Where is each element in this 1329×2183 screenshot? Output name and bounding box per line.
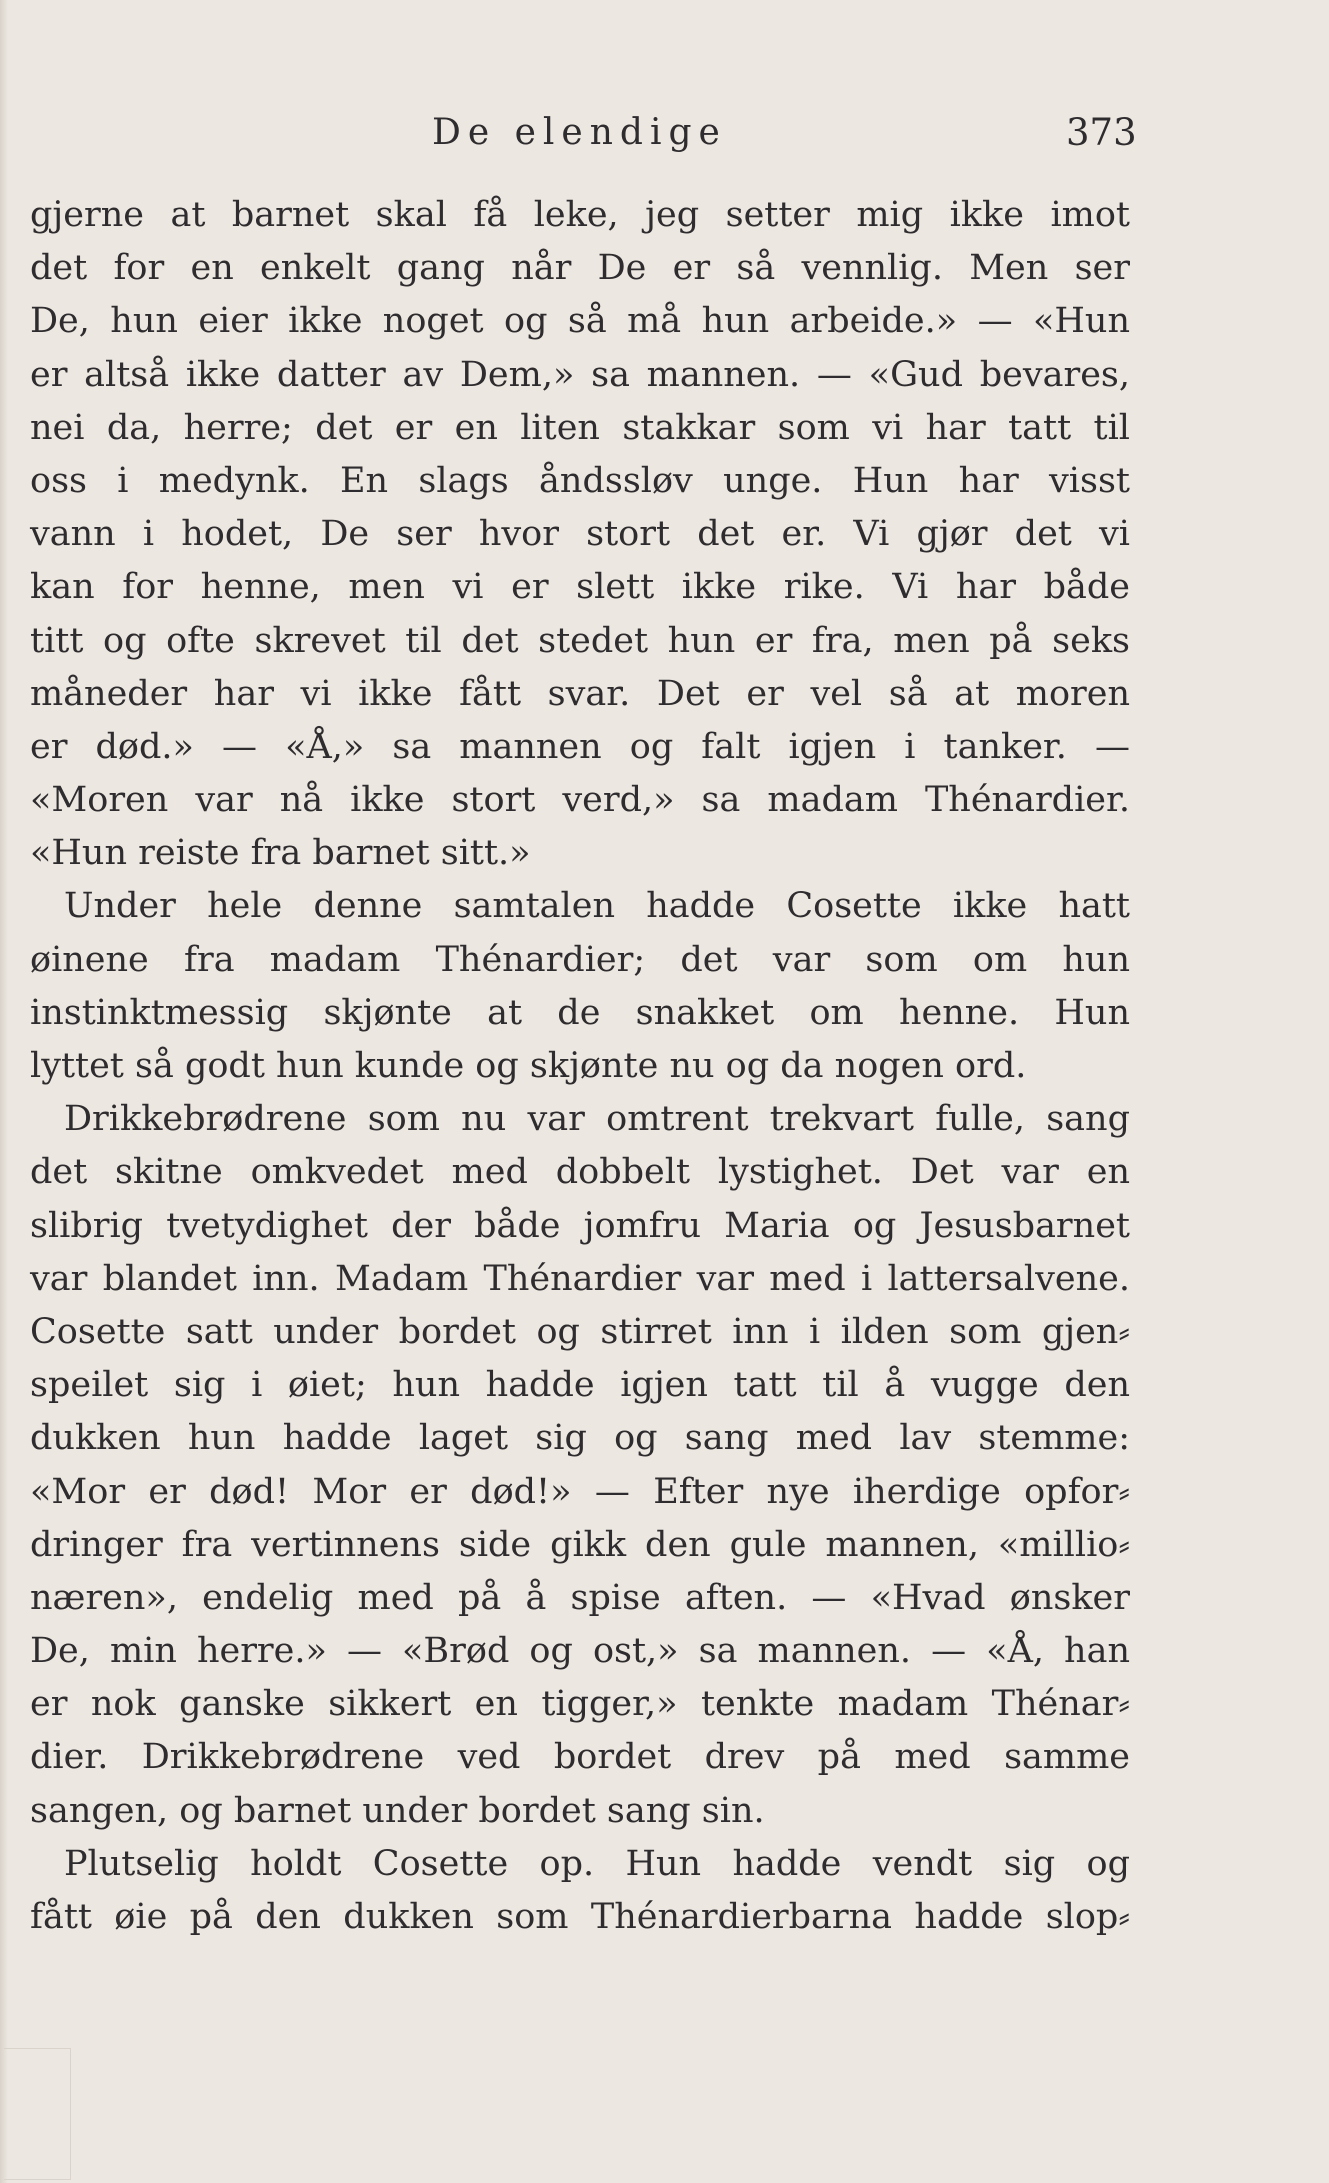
page-number: 373 (1066, 111, 1137, 154)
text-line: «Mor er død! Mor er død!» — Efter nye iherdige opfor⸗ (30, 1471, 1130, 1512)
text-line: dringer fra vertinnens side gikk den gule mannen, «millio⸗ (30, 1524, 1130, 1565)
text-line: slibrig tvetydighet der både jomfru Maria og Jesusbarnet (30, 1205, 1130, 1246)
text-line: er død.» — «Å,» sa mannen og falt igjen i tanker. — (30, 726, 1130, 767)
text-line: sangen, og barnet under bordet sang sin. (30, 1790, 765, 1831)
text-line: kan for henne, men vi er slett ikke rike. Vi har både (30, 567, 1130, 608)
body-text (30, 189, 1130, 1944)
text-line: måneder har vi ikke fått svar. Det er vel så at moren (30, 673, 1130, 714)
text-line: er altså ikke datter av Dem,» sa mannen. — «Gud bevares, (30, 354, 1130, 395)
text-line: næren», endelig med på å spise aften. — «Hvad ønsker (30, 1577, 1130, 1618)
text-line: dier. Drikkebrødrene ved bordet drev på med samme (30, 1737, 1130, 1778)
text-line: gjerne at barnet skal få leke, jeg setter mig ikke imot (30, 195, 1130, 235)
page-header (0, 108, 1329, 158)
text-line: lyttet så godt hun kunde og skjønte nu og da nogen ord. (30, 1046, 1027, 1086)
text-line: det skitne omkvedet med dobbelt lystighet. Det var en (30, 1152, 1130, 1193)
text-line: instinktmessig skjønte at de snakket om henne. Hun (30, 992, 1130, 1033)
text-line: vann i hodet, De ser hvor stort det er. Vi gjør det vi (30, 514, 1130, 555)
text-line: Under hele denne samtalen hadde Cosette ikke hatt (64, 886, 1130, 927)
text-line: nei da, herre; det er en liten stakkar som vi har tatt til (30, 407, 1130, 448)
page-edge-shadow (0, 0, 8, 2183)
running-title: De elendige (432, 112, 727, 153)
text-line: var blandet inn. Madam Thénardier var med i lattersalvene. (30, 1258, 1130, 1299)
text-line: dukken hun hadde laget sig og sang med lav stemme: (30, 1418, 1130, 1459)
text-line: De, hun eier ikke noget og så må hun arbeide.» — «Hun (30, 301, 1130, 342)
text-line: er nok ganske sikkert en tigger,» tenkte madam Thénar⸗ (30, 1684, 1130, 1725)
text-line: «Hun reiste fra barnet sitt.» (30, 833, 531, 874)
text-line: øinene fra madam Thénardier; det var som om hun (30, 939, 1130, 980)
text-line: De, min herre.» — «Brød og ost,» sa mannen. — «Å, han (30, 1631, 1130, 1672)
text-line: titt og ofte skrevet til det stedet hun er fra, men på seks (30, 620, 1130, 661)
text-line: Drikkebrødrene som nu var omtrent trekvart fulle, sang (64, 1099, 1130, 1140)
text-line: det for en enkelt gang når De er så vennlig. Men ser (30, 248, 1130, 289)
text-line: «Moren var nå ikke stort verd,» sa madam Thénardier. (30, 780, 1130, 821)
text-line: Cosette satt under bordet og stirret inn i ilden som gjen⸗ (30, 1311, 1130, 1352)
text-line: oss i medynk. En slags åndssløv unge. Hun har visst (30, 460, 1130, 501)
text-line: fått øie på den dukken som Thénardierbarna hadde slop⸗ (30, 1897, 1130, 1937)
text-line: speilet sig i øiet; hun hadde igjen tatt til å vugge den (30, 1365, 1130, 1406)
paper-stub-mark (4, 2048, 71, 2180)
text-line: Plutselig holdt Cosette op. Hun hadde vendt sig og (64, 1843, 1130, 1884)
